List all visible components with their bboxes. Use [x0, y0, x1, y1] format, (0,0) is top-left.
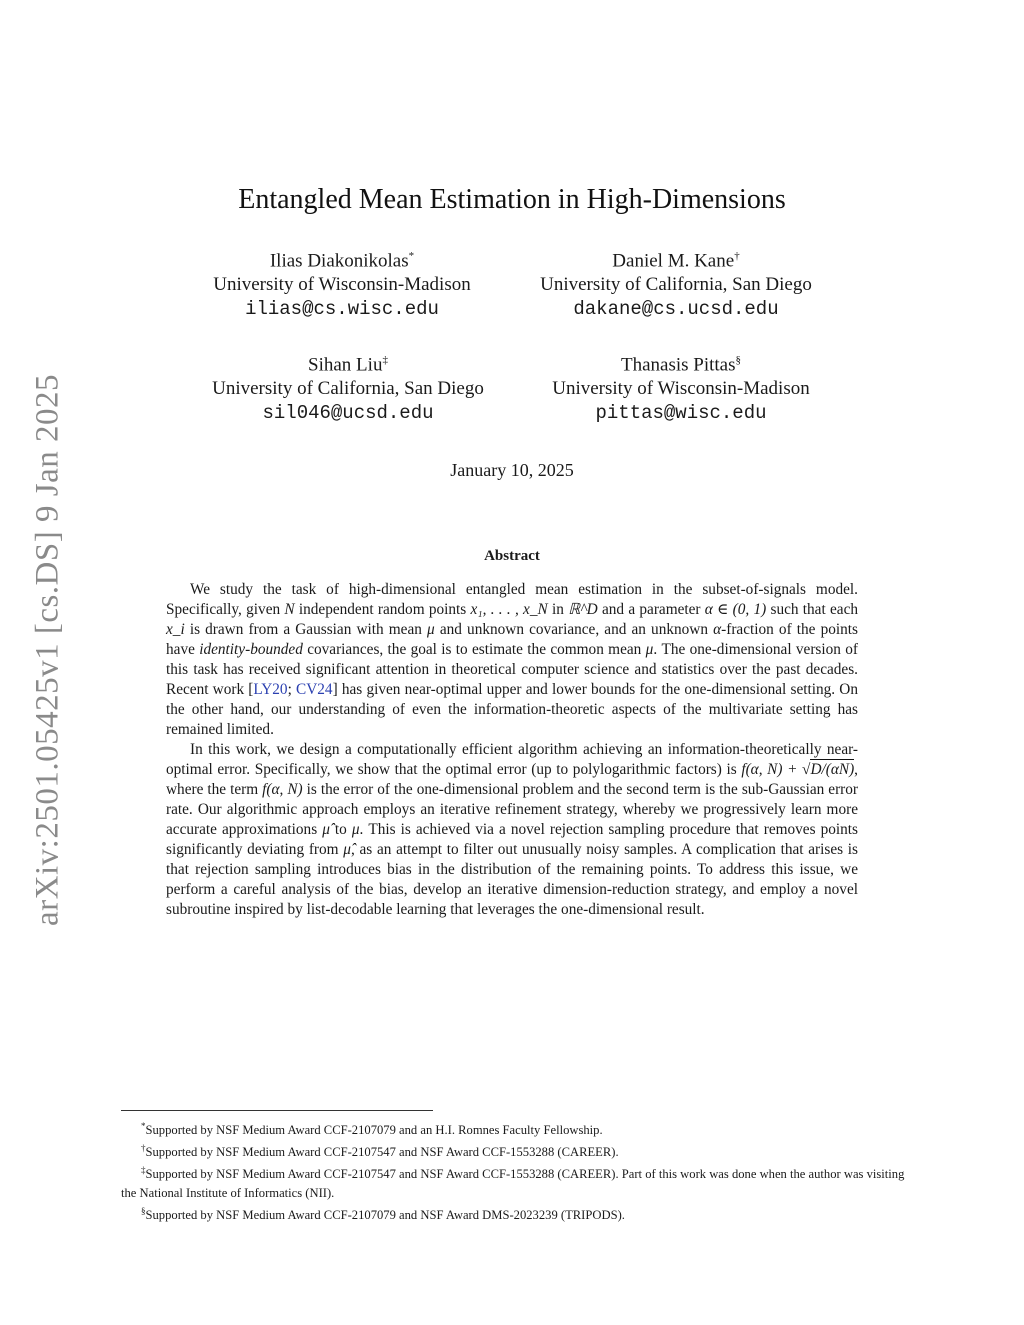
math: α [713, 621, 722, 638]
author-name: Sihan Liu [308, 354, 383, 376]
author-affiliation: University of Wisconsin-Madison [213, 274, 471, 296]
footnote-mark: ‡ [382, 354, 388, 366]
footnote: §Supported by NSF Medium Award CCF-2107079 and NSF Award DMS-2023239 (TRIPODS). [141, 1205, 625, 1222]
author-affiliation: University of Wisconsin-Madison [552, 378, 810, 400]
author-block-3 [188, 348, 508, 425]
abstract-paragraph-2: In this work, we design a computationally efficient algorithm achieving an information-theoretically near-optimal error. Specifically, we show that the optimal error (up to polylogarithmic factors) is f(α, N) + √D/(αN), where the term f(α, N) is the error of the one-dimensional problem and the second term is the sub-Gaussian error rate. Our algorithmic approach employs an iterative refinement strategy, whereby we progressively learn more accurate approximations μ̂ to μ. This is achieved via a novel rejection sampling procedure that removes points significantly deviating from μ̂, as an attempt to filter out unusually noisy samples. A complication that arises is that rejection sampling introduces bias in the distribution of the remaining points. To address this issue, we perform a careful analysis of the bias, develop an iterative dimension-reduction strategy, and employ a novel subroutine inspired by list-decodable learning that leverages the one-dimensional result. [166, 741, 859, 918]
footnote: *Supported by NSF Medium Award CCF-2107079 and an H.I. Romnes Faculty Fellowship. [141, 1121, 603, 1138]
math: f(α, N) + √ [741, 761, 811, 778]
math: μ̂ [322, 821, 330, 838]
footnote-mark: † [734, 250, 740, 262]
math: N [284, 601, 295, 618]
math: D/(αN) [810, 761, 855, 778]
citation-link-ly20[interactable]: LY20 [253, 681, 288, 698]
math: μ [645, 641, 654, 658]
author-affiliation: University of California, San Diego [540, 274, 812, 296]
footnote-mark: § [735, 354, 742, 366]
math: μ [351, 821, 360, 838]
author-affiliation: University of California, San Diego [212, 378, 484, 400]
author-block-2 [516, 244, 836, 321]
footnote: ‡Supported by NSF Medium Award CCF-2107547 and NSF Award CCF-1553288 (CAREER). Part of this work was done when the author was visiting the National Institute of Informatics (NII). [121, 1165, 905, 1200]
abstract-body [166, 580, 858, 920]
author-email: dakane@cs.ucsd.edu [573, 298, 779, 321]
author-name: Thanasis Pittas [620, 354, 736, 376]
paper-date: January 10, 2025 [450, 460, 574, 480]
footnote-mark: * [408, 250, 415, 262]
abstract-paragraph-1: We study the task of high-dimensional entangled mean estimation in the subset-of-signals model. Specifically, given N independent random points x₁, . . . , x_N in ℝ^D and a parameter α ∈ (0, 1) such that each x_i is drawn from a Gaussian with mean μ and unknown covariance, and an unknown α-fraction of the points have identity-bounded covariances, the goal is to estimate the common mean μ. The one-dimensional version of this task has received significant attention in theoretical computer science and statistics over the past decades. Recent work [LY20; CV24] has given near-optimal upper and lower bounds for the one-dimensional setting. On the other hand, our understanding of even the information-theoretic aspects of the multivariate setting has remained limited. [166, 581, 859, 738]
math: α ∈ (0, 1) [704, 601, 767, 618]
paper-title: Entangled Mean Estimation in High-Dimensions [238, 184, 786, 215]
math: f(α, N) [262, 781, 303, 798]
math: ℝ^D [568, 601, 598, 618]
author-block-1 [182, 244, 502, 321]
math: μ [427, 621, 435, 638]
author-email: sil046@ucsd.edu [262, 402, 434, 425]
author-email: ilias@cs.wisc.edu [245, 298, 439, 321]
citation-link-cv24[interactable]: CV24 [296, 681, 333, 698]
author-name: Ilias Diakonikolas [269, 250, 409, 272]
emphasis: identity-bounded [199, 641, 303, 658]
abstract-heading: Abstract [484, 548, 540, 564]
math: x_i [166, 621, 185, 638]
author-name: Daniel M. Kane [612, 250, 735, 272]
footnotes [121, 1117, 905, 1224]
math: x₁, . . . , x_N [470, 601, 548, 618]
author-block-4 [521, 348, 841, 425]
math: μ̂ [343, 841, 351, 858]
arxiv-stamp: arXiv:2501.05425v1 [cs.DS] 9 Jan 2025 [29, 374, 66, 926]
footnote: †Supported by NSF Medium Award CCF-2107547 and NSF Award CCF-1553288 (CAREER). [141, 1143, 619, 1160]
author-email: pittas@wisc.edu [595, 402, 767, 425]
footnote-rule [121, 1110, 433, 1111]
